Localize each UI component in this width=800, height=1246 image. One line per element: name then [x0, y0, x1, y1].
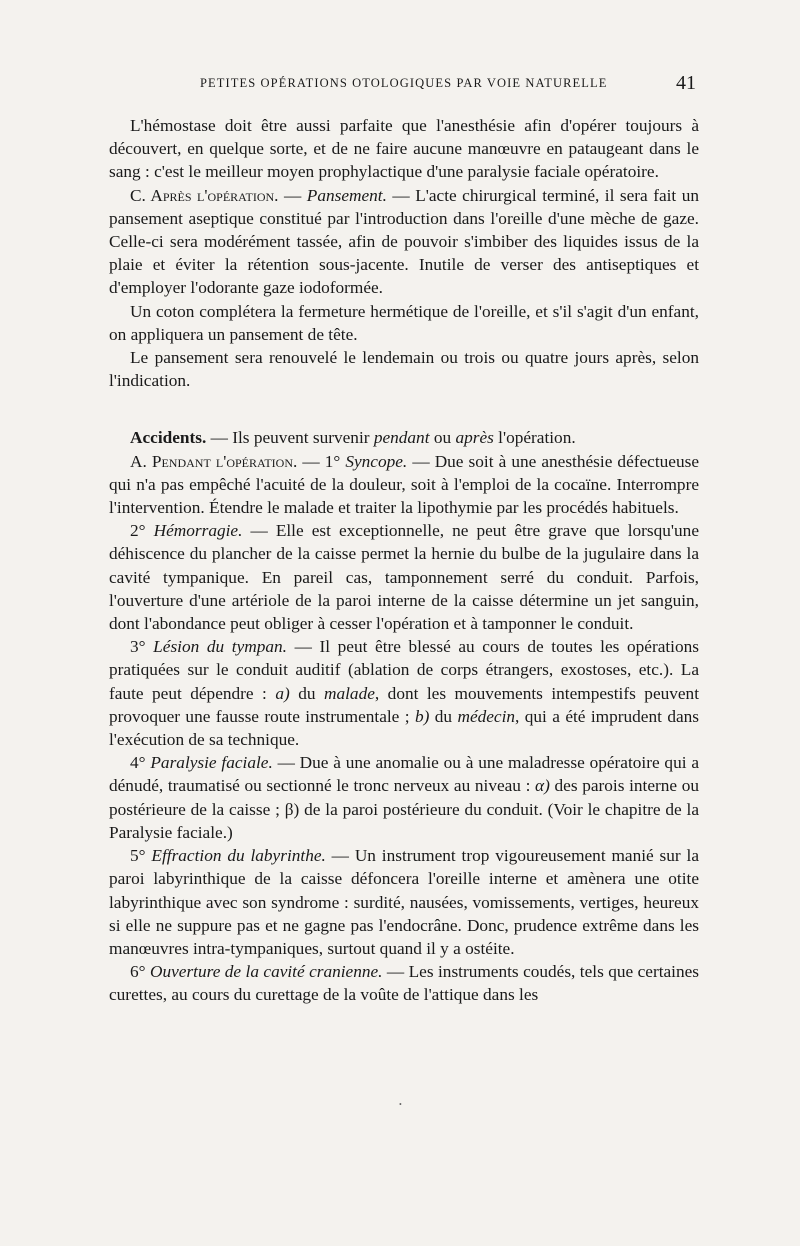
paragraph-coton: Un coton complétera la fermeture hermétique de l'oreille, et s'il s'agit d'un enfant, on appliquera un pansement de tête. — [109, 301, 699, 344]
item-number: 4° — [130, 753, 151, 773]
section-label: C. Après l'opération. — [130, 185, 279, 205]
paragraph-text: , qui a été imprudent dans l'exécution de sa technique. — [109, 706, 699, 750]
paragraph-text: — Due soit à une anesthésie défectueuse qui n'a pas empêché l'acuité de la douleur, soit à l'emploi de la cocaïne. Interrompre l'intervention. Étendre le malade et traiter la lipothymie par les procédés habituels. — [109, 451, 699, 518]
paragraph-paralysie-faciale — [109, 751, 699, 844]
paragraph-renouvellement: Le pansement sera renouvelé le lendemain ou trois ou quatre jours après, selon l'indication. — [109, 348, 699, 391]
item-number: 5° — [130, 846, 152, 866]
paragraph-text: , dont les mouvements intempestifs peuvent provoquer une fausse route instrumentale ; — [109, 683, 700, 726]
separator: — — [386, 185, 416, 205]
section-gap — [109, 392, 699, 426]
item-number: — 1° — [297, 451, 346, 471]
item-number: 6° — [130, 962, 150, 982]
subsection-title: Hémorragie. — [153, 521, 243, 541]
subsection-title: Effraction du labyrinthe. — [151, 846, 326, 866]
subsection-title: Lésion du tympan. — [153, 637, 287, 657]
paragraph-text: des parois interne ou postérieure de la caisse ; — [109, 776, 699, 819]
paragraph-syncope — [109, 450, 699, 520]
paragraph-text: ou — [429, 428, 456, 448]
emphasis: malade — [324, 683, 375, 703]
paragraph-text: l'opération. — [493, 428, 576, 448]
paragraph-text: — Ils peuvent survenir — [206, 428, 374, 448]
paragraph-accidents — [109, 426, 699, 449]
paragraph-hemorragie — [109, 519, 699, 635]
paragraph-effraction-labyrinthe — [109, 844, 699, 960]
paragraph-lesion-tympan — [109, 635, 699, 751]
paragraph-text: — Les instruments coudés, tels que certaines curettes, au cours du curettage de la voûte de l'attique dans les — [109, 962, 700, 1005]
separator: — — [278, 185, 307, 205]
subsection-title: Paralysie faciale. — [150, 753, 273, 773]
emphasis: après — [455, 428, 494, 448]
emphasis: médecin — [457, 706, 516, 726]
emphasis: pendant — [373, 428, 430, 448]
item-number: 2° — [130, 521, 154, 541]
paragraph-text: — Due à une anomalie ou à une maladresse opératoire qui a dénudé, traumatisé ou sectionné le tronc nerveux au niveau : — [109, 753, 699, 796]
subsection-title: Syncope. — [345, 451, 408, 471]
paragraph-cavite-cranienne — [109, 960, 699, 1006]
subsection-title: Ouverture de la cavité cranienne. — [149, 962, 383, 982]
page-body — [109, 114, 699, 1007]
item-number: 3° — [130, 637, 154, 657]
paragraph-text: L'acte chirurgical terminé, il sera fait un pansement aseptique constitué par l'introduction dans l'oreille d'une mèche de gaze. Celle-ci sera modérément tassée, afin de pouvoir s'imbiber des liquides issus de la plaie et éviter la rétention sous-jacente. Inutile de verser des antiseptiques et d'employer l'odorante gaze iodoformée. — [109, 185, 700, 298]
paragraph-text: — Elle est exceptionnelle, ne peut être grave que lorsqu'une déhiscence du plancher de la caisse permet la hernie du bulbe de la jugulaire dans la cavité tympanique. En pareil cas, tamponnement serré du conduit. Parfois, l'ouverture d'une artériole de la paroi interne de la caisse détermine un jet sanguin, dont l'abondance peut obliger à cesser l'opération et à tamponner le conduit. — [109, 521, 699, 634]
paragraph-text: de la paroi postérieure du conduit. (Voir le chapitre de la Paralysie faciale.) — [109, 799, 699, 842]
running-header: PETITES OPÉRATIONS OTOLOGIQUES PAR VOIE NATURELLE — [200, 76, 608, 90]
enum-marker: β) — [284, 799, 300, 819]
paragraph-text: — Un instrument trop vigoureusement manié sur la paroi labyrinthique de la caisse défoncera l'oreille interne et amènera une otite labyrinthique avec son syndrome : surdité, nausées, vomissements, vertiges, heureux si elle ne suppure pas et ne gagne pas l'endocrâne. Donc, prudence extrême dans les manœuvres intra-tympaniques, surtout quand il y a ostéite. — [109, 846, 699, 958]
ink-speck-icon: • — [399, 1100, 402, 1109]
enum-marker: a) — [275, 683, 290, 703]
section-heading: Accidents. — [130, 428, 207, 448]
paragraph-hemostase: L'hémostase doit être aussi parfaite que l'anesthésie afin d'opérer toujours à découvert, en quelque sorte, et de ne faire aucune manœuvre en pataugeant dans le sang : c'est le meilleur moyen prophylactique d'une paralysie faciale opératoire. — [109, 116, 699, 182]
paragraph-apres-operation — [109, 184, 699, 300]
paragraph-text: — Il peut être blessé au cours de toutes les opérations pratiquées sur le conduit auditif (ablation de corps étrangers, exostoses, etc.). La faute peut dépendre : — [109, 637, 699, 703]
enum-marker: α) — [535, 776, 550, 796]
enum-marker: b) — [414, 706, 430, 726]
subsection-title: Pansement. — [306, 185, 387, 205]
page-number: 41 — [676, 72, 696, 94]
section-label: A. Pendant l'opération. — [130, 451, 298, 471]
paragraph-text: du — [289, 683, 324, 703]
paragraph-text: du — [429, 706, 458, 726]
